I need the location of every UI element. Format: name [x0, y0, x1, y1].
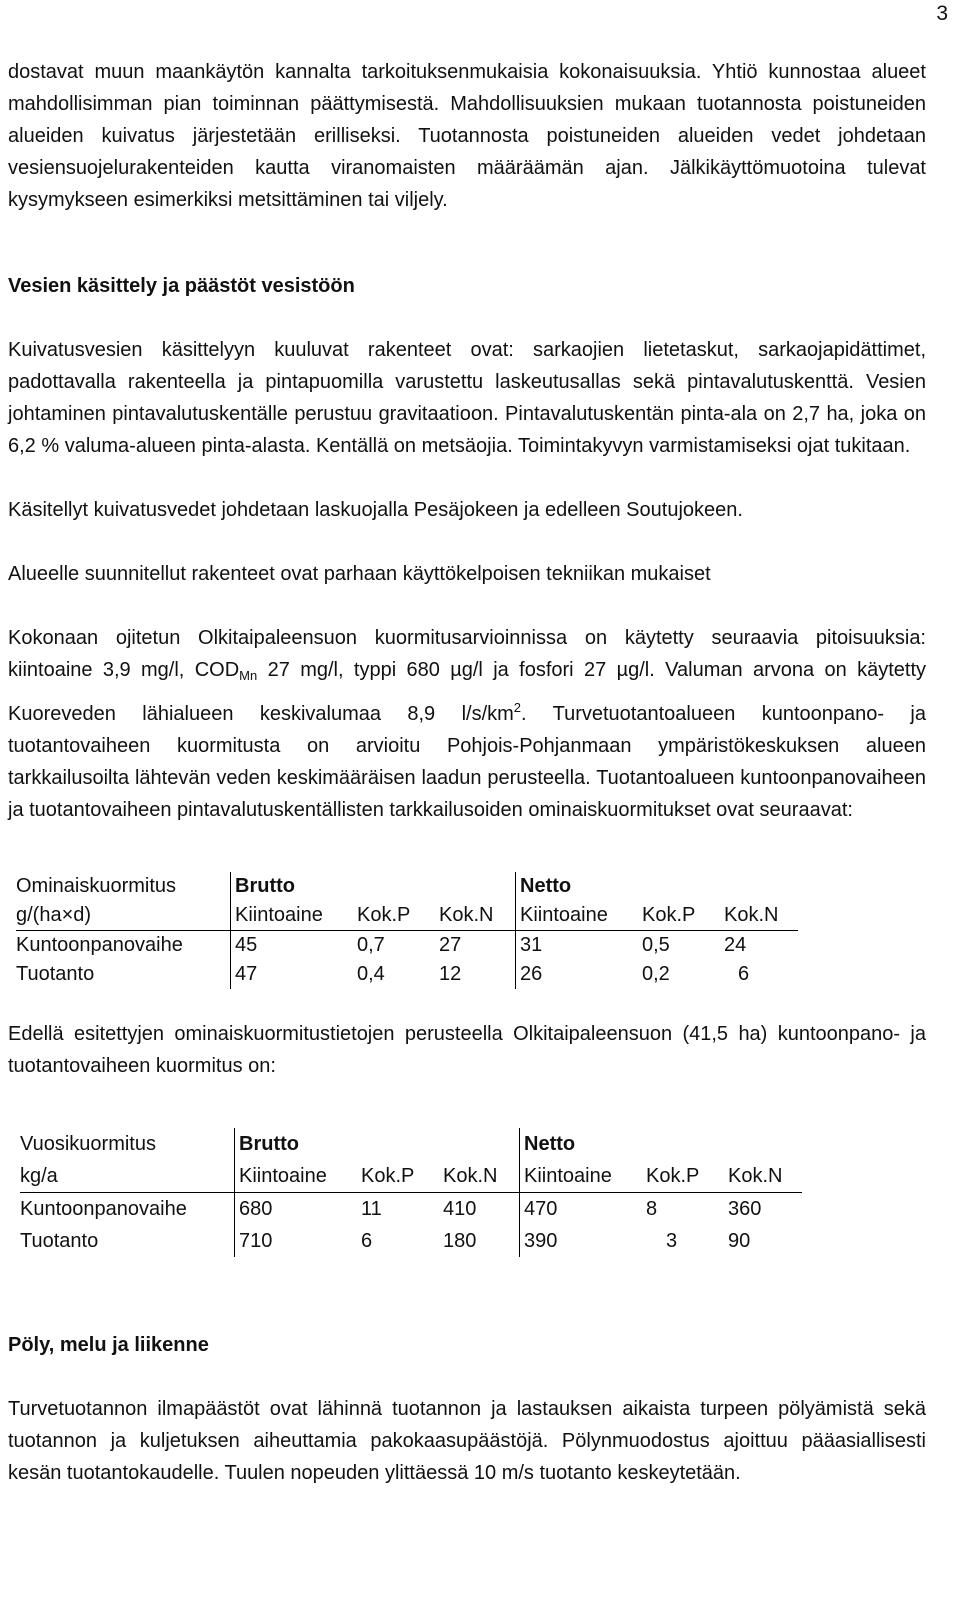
table-cell: 26: [516, 960, 643, 989]
table-cell: 0,7: [357, 934, 385, 956]
table-cell: Kok.N: [724, 901, 798, 931]
table-cell: 680: [235, 1193, 362, 1226]
table-cell: 31: [516, 931, 643, 961]
table-cell: Brutto: [235, 1128, 362, 1160]
table-row: [20, 1225, 802, 1257]
table-header-row: [20, 1128, 802, 1160]
table-cell: Kuntoonpanovaihe: [16, 934, 183, 956]
paragraph-drainage-structures: Kuivatusvesien käsittelyyn kuuluvat rakenteet ovat: sarkaojien lietetaskut, sarkaojapidättimet, padottavalla rakenteella ja pintapuomilla varustettu laskeutusallas sekä pintavalutuskenttä. Vesien johtaminen pintavalutuskentälle perustuu gravitaatioon. Pintavalutuskentän pinta-ala on 2,7 ha, joka on 6,2 % valuma-alueen pinta-alasta. Kentällä on metsäojia. Toimintakyvyn varmistamiseksi ojat tukitaan.: [8, 339, 926, 457]
table-header-row: [16, 872, 798, 901]
table-cell: g/(ha×d): [16, 901, 231, 931]
table-header-row: [16, 901, 798, 931]
table-cell: Kok.P: [646, 1160, 728, 1193]
table-cell: 710: [235, 1225, 362, 1257]
table-cell: Brutto: [231, 872, 358, 901]
table-cell: 27: [439, 934, 462, 956]
table-cell: 47: [231, 960, 358, 989]
paragraph-load-summary: Edellä esitettyjen ominaiskuormitustietojen perusteella Olkitaipaleensuon (41,5 ha) kuntoonpano- ja tuotantovaiheen kuormitus on:: [8, 1023, 926, 1077]
table-cell: kg/a: [20, 1160, 235, 1193]
heading-dust-noise-traffic: Pöly, melu ja liikenne: [8, 1334, 209, 1356]
table-cell: Kok.P: [642, 901, 724, 931]
table-cell: Ominaiskuormitus: [16, 875, 177, 897]
paragraph-bat: Alueelle suunnitellut rakenteet ovat parhaan käyttökelpoisen tekniikan mukaiset: [8, 563, 711, 585]
table-cell: 90: [728, 1230, 751, 1252]
table-cell: 0,5: [642, 934, 670, 956]
table-cell: Kiintoaine: [235, 1160, 362, 1193]
paragraph-discharge: Käsitellyt kuivatusvedet johdetaan laskuojalla Pesäjokeen ja edelleen Soutujokeen.: [8, 499, 743, 521]
table-cell: 6: [738, 963, 750, 985]
table-row: [16, 931, 798, 961]
table-cell: 390: [520, 1225, 647, 1257]
table-cell: Kuntoonpanovaihe: [20, 1198, 187, 1220]
specific-load-table: [16, 872, 798, 989]
table-cell: [443, 1128, 520, 1160]
table-cell: [439, 872, 516, 901]
table-cell: [728, 1128, 802, 1160]
page-number: 3: [936, 2, 948, 25]
table-cell: 3: [666, 1230, 678, 1252]
table-cell: Tuotanto: [16, 963, 95, 985]
table-cell: Kiintoaine: [516, 901, 643, 931]
table-cell: Netto: [516, 872, 643, 901]
table-cell: 45: [231, 931, 358, 961]
table-cell: Kok.P: [357, 901, 439, 931]
table-cell: Tuotanto: [20, 1230, 99, 1252]
table-cell: 11: [361, 1198, 382, 1220]
paragraph-intro: dostavat muun maankäytön kannalta tarkoituksenmukaisia kokonaisuuksia. Yhtiö kunnostaa alueet mahdollisimman pian toiminnan päättymisestä. Mahdollisuuksien mukaan tuotannosta poistuneiden alueiden kuivatus järjestetään erilliseksi. Tuotannosta poistuneiden alueiden vedet johdetaan vesiensuojelurakenteiden kautta viranomaisten määräämän ajan. Jälkikäyttömuotoina tulevat kysymykseen esimerkiksi metsittäminen tai viljely.: [8, 61, 926, 211]
table-cell: Netto: [520, 1128, 647, 1160]
table-cell: 180: [443, 1230, 477, 1252]
table-cell: Kok.N: [443, 1160, 520, 1193]
document-body: [8, 56, 926, 1489]
table-cell: 24: [724, 934, 747, 956]
paragraph-load-estimation: Kokonaan ojitetun Olkitaipaleensuon kuormitusarvioinnissa on käytetty seuraavia pitoisuuksia: kiintoaine 3,9 mg/l, $COD_{Mn}$ 27 mg/l, typpi 680 µg/l ja fosfori 27 µg/l. Valuman arvona on käytetty Kuoreveden lähialueen keskivalumaa 8,9 $l/s/km^2$. Turvetuotantoalueen kuntoonpano- ja tuotantovaiheen kuormitusta on arvioitu Pohjois-Pohjanmaan ympäristökeskuksen alueen tarkkailusoilta lähtevän veden keskimääräisen laadun perusteella. Tuotantoalueen kuntoonpanovaiheen ja tuotantovaiheen pintavalutuskentällisten tarkkailusoiden ominaiskuormitukset ovat seuraavat:: [8, 627, 927, 821]
table-cell: 360: [728, 1198, 762, 1220]
table-cell: [646, 1128, 728, 1160]
heading-water-treatment: Vesien käsittely ja päästöt vesistöön: [8, 275, 355, 297]
table-cell: 8: [646, 1198, 658, 1220]
table-cell: 12: [439, 963, 462, 985]
table-row: [20, 1193, 802, 1226]
table-cell: 470: [520, 1193, 647, 1226]
table-cell: [361, 1128, 443, 1160]
table-cell: Kiintoaine: [231, 901, 358, 931]
table-cell: [724, 872, 798, 901]
table-cell: 410: [443, 1198, 477, 1220]
table-cell: 0,4: [357, 963, 385, 985]
table-cell: [642, 872, 724, 901]
table-cell: Kok.P: [361, 1160, 443, 1193]
table-cell: Kok.N: [439, 901, 516, 931]
table-cell: Kiintoaine: [520, 1160, 647, 1193]
table-cell: Kok.N: [728, 1160, 802, 1193]
table-cell: 6: [361, 1230, 373, 1252]
annual-load-table: [20, 1128, 802, 1257]
table-cell: 0,2: [642, 963, 670, 985]
table-row: [16, 960, 798, 989]
table-cell: Vuosikuormitus: [20, 1133, 156, 1155]
table-cell: [357, 872, 439, 901]
paragraph-air-emissions: Turvetuotannon ilmapäästöt ovat lähinnä tuotannon ja lastauksen aikaista turpeen pölyämistä sekä tuotannon ja kuljetuksen aiheuttamia pakokaasupäästöjä. Pölynmuodostus ajoittuu pääasiallisesti kesän tuotantokaudelle. Tuulen nopeuden ylittäessä 10 m/s tuotanto keskeytetään.: [8, 1398, 926, 1484]
table-header-row: [20, 1160, 802, 1193]
